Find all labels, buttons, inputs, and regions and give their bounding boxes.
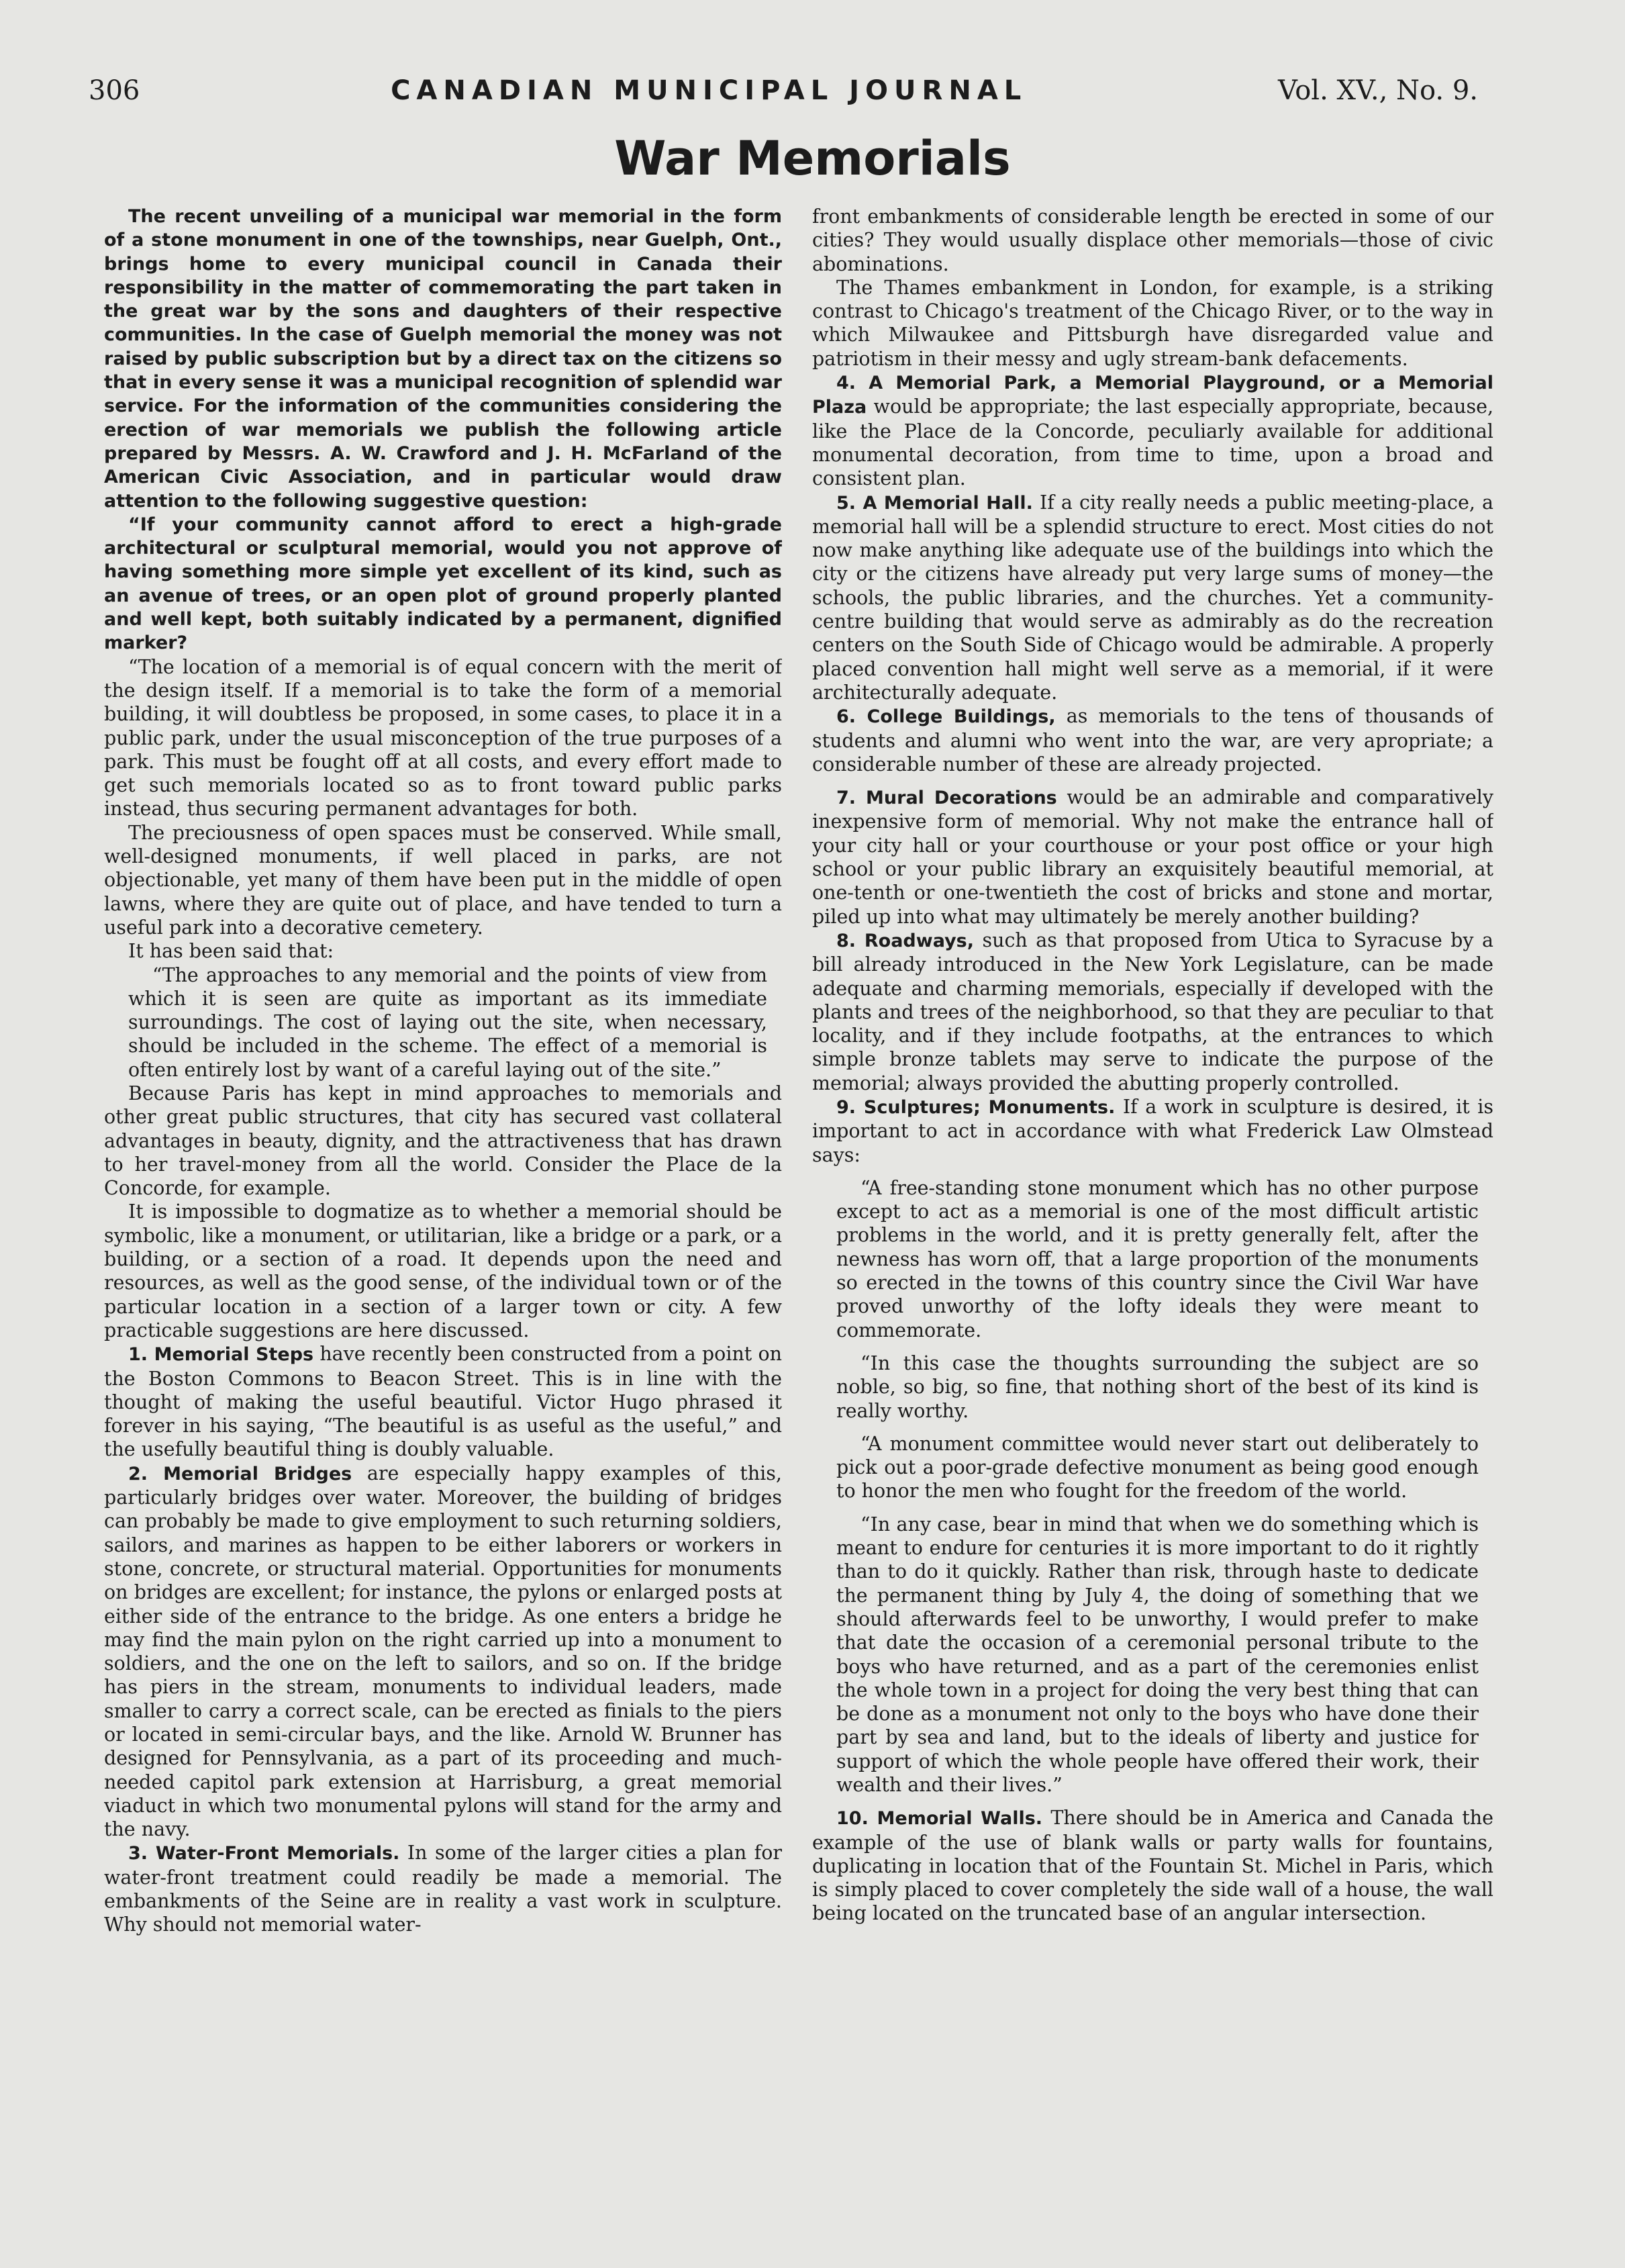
quote-noble: “In this case the thoughts surrounding the subject are so noble, so big, so fine, that nothing short of the best of its kind is really worthy.: [836, 1352, 1479, 1422]
section-heading: 9. Sculptures; Monuments.: [836, 1096, 1116, 1118]
paragraph-paris: Because Paris has kept in mind approaches to memorials and other great public structures, that city has secured vast collateral advantages in beauty, dignity, and the attractiveness that has drawn to her travel-money from all the world. Consider the Place de la Concorde, for example.: [104, 1082, 782, 1200]
section-college-buildings: [812, 704, 1493, 776]
section-text: are especially happy examples of this, particularly bridges over water. Moreover, the building of bridges can probably be made to give employment to such returning soldiers, sailors, and marines as happen to be either laborers or workers in stone, concrete, or structural material. Opportunities for monuments on bridges are excellent; for instance, the pylons or enlarged posts at either side of the entrance to the bridge. As one enters a bridge he may find the main pylon on the right carried up into a monument to soldiers, and the one on the left to sailors, and so on. If the bridge has piers in the stream, monuments to individual leaders, made smaller to carry a correct scale, can be erected as finials to the piers or located in semi-circular bays, and the like. Arnold W. Brunner has designed for Pennsylvania, as a part of its proceeding and much-needed capitol park extension at Harrisburg, a great memorial viaduct in which two monumental pylons will stand for the army and the navy.: [104, 1462, 782, 1841]
section-heading: 2. Memorial Bridges: [128, 1463, 352, 1484]
section-text: If a work in sculpture is desired, it is important to act in accordance with what Frederick Law Olmstead says:: [812, 1095, 1493, 1166]
section-heading: 4. A Memorial Park, a Memorial Playground, or a Memorial Plaza: [812, 373, 1493, 418]
intro-paragraph: The recent unveiling of a municipal war memorial in the form of a stone monument in one of the townships, near Guelph, Ont., brings home to every municipal council in Canada their responsibility in the matter of commemorating the part taken in the great war by the sons and daughters of their respective communities. In the case of Guelph memorial the money was not raised by public subscription but by a direct tax on the citizens so that in every sense it was a municipal recognition of splendid war service. For the information of the communities considering the erection of war memorials we publish the following article prepared by Messrs. A. W. Crawford and J. H. McFarland of the American Civic Association, and in particular would draw attention to the following suggestive question:: [104, 206, 782, 512]
quote-approaches: “The approaches to any memorial and the points of view from which it is seen are quite as important as its immediate surroundings. The cost of laying out the site, when necessary, should be included in the scheme. The effect of a memorial is often entirely lost by want of a careful laying out of the site.”: [128, 963, 767, 1081]
section-text: such as that proposed from Utica to Syracuse by a bill already introduced in the New York Legislature, can be made adequate and charming memorials, especially if developed with the plants and trees of the neighborhood, so that they are peculiar to that locality, and if they include footpaths, at the entrances to which simple bronze tablets may serve to indicate the purpose of the memorial; always provided the abutting properly controlled.: [812, 929, 1493, 1094]
section-heading: 1. Memorial Steps: [128, 1344, 314, 1366]
section-text: There should be in America and Canada the example of the use of blank walls or party walls for fountains, duplicating in location that of the Fountain St. Michel in Paris, which is simply placed to cover completely the side wall of a house, the wall being located on the truncated base of an angular intersection.: [812, 1807, 1493, 1925]
section-heading: 5. A Memorial Hall.: [836, 492, 1033, 514]
journal-name: CANADIAN MUNICIPAL JOURNAL: [391, 75, 1028, 106]
section-heading: 6. College Buildings,: [836, 706, 1056, 728]
suggestive-question: “If your community cannot afford to erect a high-grade architectural or sculptural memorial, would you not approve of having something more simple yet excellent of its kind, such as an avenue of trees, or an open plot of ground properly planted and well kept, both suitably indicated by a permanent, dignified marker?: [104, 514, 782, 654]
quote-free-standing: “A free-standing stone monument which has no other purpose except to act as a memorial is one of the most difficult artistic problems in the world, and it is pretty generally felt, after the newness has worn off, that a large proportion of the monuments so erected in the towns of this country since the Civil War have proved unworthy of the lofty ideals they were meant to commemorate.: [836, 1176, 1479, 1341]
section-memorial-park: [812, 371, 1493, 490]
section-heading: 7. Mural Decorations: [836, 788, 1057, 809]
running-header: [89, 75, 1478, 115]
section-memorial-walls: [812, 1806, 1493, 1925]
section-text: In some of the larger cities a plan for water-front treatment could readily be made a memorial. The embankments of the Seine are in reality a vast work in sculpture. Why should not memorial water-: [104, 1842, 782, 1936]
section-text: would be an admirable and comparatively inexpensive form of memorial. Why not make the entrance hall of your city hall or your courthouse or your post office or your high school or your public library an exquisitely beautiful memorial, at one-tenth or one-twentieth the cost of bricks and stone and mortar, piled up into what may ultimately be merely another building?: [812, 786, 1493, 928]
section-memorial-hall: [812, 491, 1493, 705]
section-memorial-steps: [104, 1342, 782, 1461]
section-text: have recently been constructed from a point on the Boston Commons to Beacon Street. This is in line with the thought of making the useful beautiful. Victor Hugo phrased it forever in his saying, “The beautiful is as useful as the useful,” and the usefully beautiful thing is doubly valuable.: [104, 1343, 782, 1461]
section-text: as memorials to the tens of thousands of students and alumni who went into the war, are very apropriate; a considerable number of these are already projected.: [812, 705, 1493, 775]
section-text: If a city really needs a public meeting-place, a memorial hall will be a splendid structure to erect. Most cities do not now make anything like adequate use of the buildings into which the city or the citizens have already put very large sums of money—the schools, the public libraries, and the churches. Yet a community-centre building that would serve as admirably as do the recreation centers on the South Side of Chicago would be admirable. A properly placed convention hall might well serve as a memorial, if it were architecturally adequate.: [812, 491, 1493, 704]
quote-in-any-case: “In any case, bear in mind that when we do something which is meant to endure for centuries it is more important to do it rightly than to do it quickly. Rather than risk, through haste to dedicate the permanent thing by July 4, the doing of something that we should afterwards feel to be unworthy, I would prefer to make that date the occasion of a ceremonial personal tribute to the boys who have returned, and as a part of the ceremonies enlist the whole town in a project for doing the very best thing that can be done as a monument not only to the boys who have done their part by sea and land, but to the ideals of liberty and justice for support of which the whole people have offered their work, their wealth and their lives.”: [836, 1513, 1479, 1796]
section-heading: 8. Roadways,: [836, 930, 975, 951]
section-sculptures: [812, 1095, 1493, 1167]
section-heading: 10. Memorial Walls.: [836, 1808, 1043, 1830]
section-text: would be appropriate; the last especially appropriate, because, like the Place de la Concorde, peculiarly available for additional monumental decoration, from time to time, upon a broad and consistent plan.: [812, 395, 1493, 490]
article-title: War Memorials: [614, 131, 1011, 186]
quote-committee: “A monument committee would never start out deliberately to pick out a poor-grade defective monument as being good enough to honor the men who fought for the freedom of the world.: [836, 1432, 1479, 1503]
section-mural-decorations: [812, 786, 1493, 929]
volume-info: Vol. XV., No. 9.: [1277, 75, 1478, 106]
paragraph-continued: front embankments of considerable length be erected in some of our cities? They would usually displace other memorials—those of civic abominations.: [812, 205, 1493, 275]
paragraph-location: “The location of a memorial is of equal concern with the merit of the design itself. If a memorial is to take the form of a memorial building, it will doubtless be proposed, in some cases, to place it in a public park, under the usual misconception of the true purposes of a park. This must be fought off at all costs, and every effort made to get such memorials located so as to front toward public parks instead, thus securing permanent advantages for both.: [104, 655, 782, 820]
paragraph-open-spaces: The preciousness of open spaces must be conserved. While small, well-designed monuments, if well placed in parks, are not objectionable, yet many of them have been put in the middle of open lawns, where they are quite out of place, and have tended to turn a useful park into a decorative cemetery.: [104, 821, 782, 939]
section-memorial-bridges: [104, 1462, 782, 1842]
left-column: [104, 205, 782, 2192]
paragraph-thames: The Thames embankment in London, for example, is a striking contrast to Chicago's treatment of the Chicago River, or to the way in which Milwaukee and Pittsburgh have disregarded value and patriotism in their messy and ugly stream-bank defacements.: [812, 276, 1493, 370]
section-water-front: [104, 1841, 782, 1936]
section-roadways: [812, 929, 1493, 1095]
paragraph-dogmatize: It is impossible to dogmatize as to whether a memorial should be symbolic, like a monument, or utilitarian, like a bridge or a park, or a building, or a section of a road. It depends upon the need and resources, as well as the good sense, of the individual town or of the particular location in a section of a larger town or city. A few practicable suggestions are here discussed.: [104, 1200, 782, 1341]
section-heading: 3. Water-Front Memorials.: [128, 1843, 400, 1864]
right-column: [812, 205, 1493, 2192]
page-number: 306: [89, 75, 140, 106]
paragraph-said: It has been said that:: [128, 940, 334, 963]
